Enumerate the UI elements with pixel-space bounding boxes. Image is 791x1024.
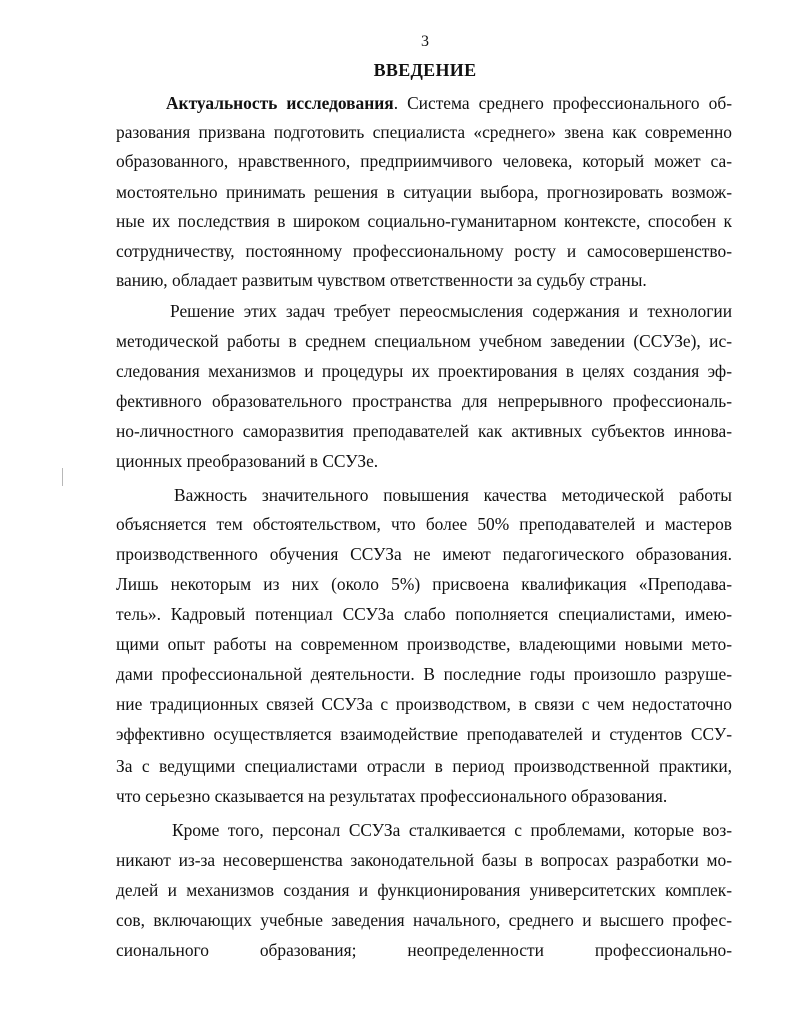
text-line: разования призвана подготовить специалиста «среднего» звена как современно <box>116 122 732 142</box>
text-line: мостоятельно принимать решения в ситуации выбора, прогнозировать возмож- <box>116 182 732 202</box>
text-line: сионального образования; неопределенности профессионально- <box>116 940 732 960</box>
text-line: Важность значительного повышения качества методической работы <box>174 485 732 505</box>
text-line: ционных преобразований в ССУЗе. <box>116 451 379 471</box>
text-line: никают из-за несовершенства законодательной базы в вопросах разработки мо- <box>116 850 732 870</box>
paragraph-lead: Актуальность исследования <box>166 93 394 113</box>
text-line: фективного образовательного пространства для непрерывного профессиональ- <box>116 391 732 411</box>
text-line: производственного обучения ССУЗа не имеют педагогического образования. <box>116 544 732 564</box>
text-line: что серьезно сказывается на результатах профессионального образования. <box>116 786 668 806</box>
text-line: Кроме того, персонал ССУЗа сталкивается с проблемами, которые воз- <box>172 820 732 840</box>
text-line: образованного, нравственного, предприимчивого человека, который может са- <box>116 151 732 171</box>
text-line: объясняется тем обстоятельством, что более 50% преподавателей и мастеров <box>116 514 732 534</box>
page-number: 3 <box>421 33 429 50</box>
text-line: ние традиционных связей ССУЗа с производством, в связи с чем недостаточно <box>116 694 732 714</box>
text-line: но-личностного саморазвития преподавателей как активных субъектов иннова- <box>116 421 732 441</box>
text-line: За с ведущими специалистами отрасли в период производственной практики, <box>116 756 732 776</box>
text-line: щими опыт работы на современном производстве, владеющими новыми мето- <box>116 634 732 654</box>
text-line: сов, включающих учебные заведения начального, среднего и высшего профес- <box>116 910 732 930</box>
text-line: Актуальность исследования. Система среднего профессионального об- <box>166 93 732 113</box>
text-line: следования механизмов и процедуры их проектирования в целях создания эф- <box>116 361 732 381</box>
text-line: ванию, обладает развитым чувством ответственности за судьбу страны. <box>116 270 647 290</box>
text-line: Решение этих задач требует переосмысления содержания и технологии <box>170 301 732 321</box>
text-line: сотрудничеству, постоянному профессиональному росту и самосовершенство- <box>116 241 732 261</box>
text-line: ные их последствия в широком социально-гуманитарном контексте, способен к <box>116 211 732 231</box>
text-line: методической работы в среднем специальном учебном заведении (ССУЗе), ис- <box>116 331 732 351</box>
text-line: делей и механизмов создания и функционирования университетских комплек- <box>116 880 732 900</box>
text-line: эффективно осуществляется взаимодействие преподавателей и студентов ССУ- <box>116 724 732 744</box>
page-heading: ВВЕДЕНИЕ <box>373 60 477 80</box>
margin-mark <box>62 468 63 486</box>
text-line: Лишь некоторым из них (около 5%) присвоена квалификация «Преподава- <box>116 574 732 594</box>
text-line: дами профессиональной деятельности. В последние годы произошло разруше- <box>116 664 732 684</box>
text-line: тель». Кадровый потенциал ССУЗа слабо пополняется специалистами, имею- <box>116 604 732 624</box>
